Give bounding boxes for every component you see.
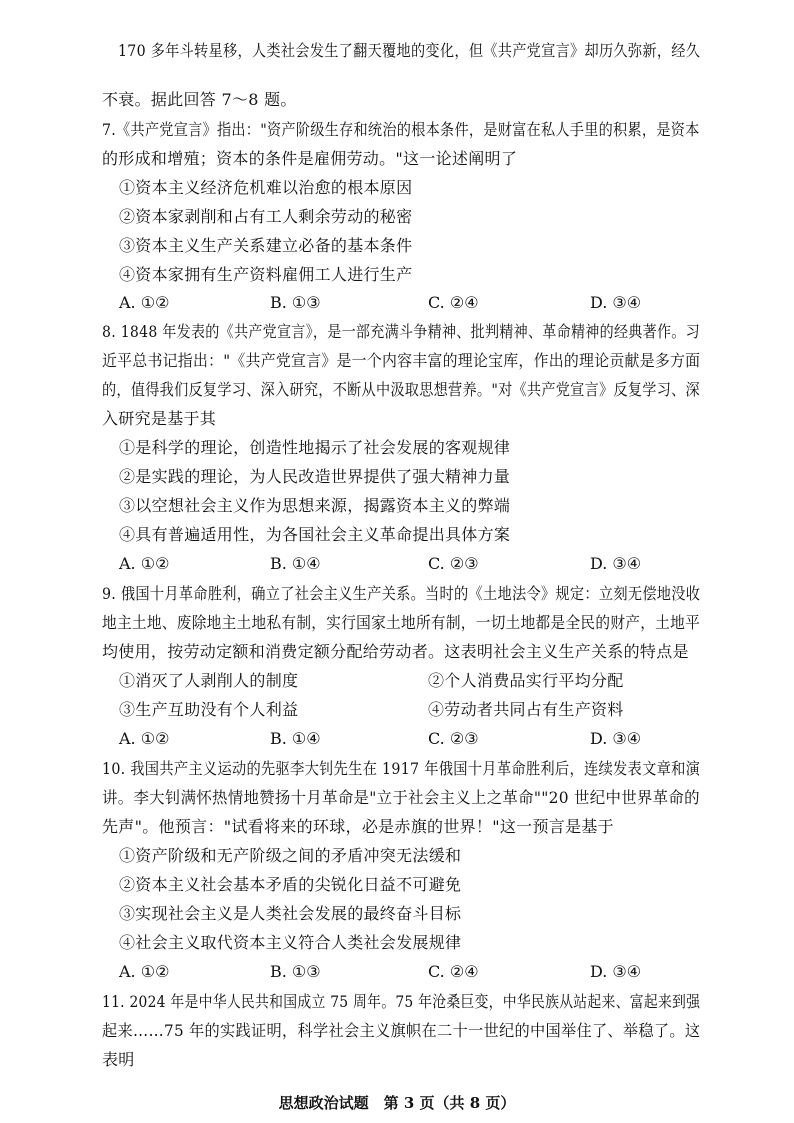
q10-option-c: C. ②④ bbox=[428, 962, 479, 981]
q7-stem-line-1: 7.《共产党宣言》指出："资产阶级生存和统治的根本条件，是财富在私人手里的积累，是资本 bbox=[102, 120, 700, 139]
q10-option-b: B. ①③ bbox=[270, 962, 321, 981]
intro-line-2: 不衰。据此回答 7～8 题。 bbox=[102, 90, 297, 109]
page-footer: 思想政治试题 第 3 页（共 8 页） bbox=[278, 1094, 516, 1112]
q9-statement-1: ①消灭了人剥削人的制度 bbox=[119, 671, 299, 690]
q9-statement-3: ③生产互助没有个人利益 bbox=[119, 700, 299, 719]
q10-stem-line-2: 讲。李大钊满怀热情地赞扬十月革命是"立于社会主义上之革命""20 世纪中世界革命的 bbox=[102, 788, 700, 807]
q9-stem-line-1: 9. 俄国十月革命胜利，确立了社会主义生产关系。当时的《土地法令》规定：立刻无偿地没收 bbox=[102, 584, 701, 603]
q8-stem-line-4: 入研究是基于其 bbox=[102, 409, 217, 428]
q10-statement-3: ③实现社会主义是人类社会发展的最终奋斗目标 bbox=[119, 904, 462, 923]
q7-statement-3: ③资本主义生产关系建立必备的基本条件 bbox=[119, 236, 413, 255]
q7-stem-line-2: 的形成和增殖；资本的条件是雇佣劳动。"这一论述阐明了 bbox=[102, 149, 518, 168]
q8-option-a: A. ①② bbox=[119, 554, 170, 573]
q8-statement-2: ②是实践的理论，为人民改造世界提供了强大精神力量 bbox=[119, 467, 511, 486]
q10-option-d: D. ③④ bbox=[590, 962, 642, 981]
q10-statement-2: ②资本主义社会基本矛盾的尖锐化日益不可避免 bbox=[119, 875, 462, 894]
q7-option-d: D. ③④ bbox=[590, 293, 642, 312]
q8-option-c: C. ②③ bbox=[428, 554, 479, 573]
q7-option-a: A. ①② bbox=[119, 293, 170, 312]
q7-option-c: C. ②④ bbox=[428, 293, 479, 312]
q10-statement-1: ①资产阶级和无产阶级之间的矛盾冲突无法缓和 bbox=[119, 846, 462, 865]
q8-stem-line-1: 8. 1848 年发表的《共产党宣言》，是一部充满斗争精神、批判精神、革命精神的经典著作。习 bbox=[102, 322, 700, 341]
q9-stem-line-3: 均使用，按劳动定额和消费定额分配给劳动者。这表明社会主义生产关系的特点是 bbox=[102, 642, 689, 661]
q8-statement-1: ①是科学的理论，创造性地揭示了社会发展的客观规律 bbox=[119, 438, 511, 457]
q11-stem-line-1: 11. 2024 年是中华人民共和国成立 75 周年。75 年沧桑巨变，中华民族从站起来、富起来到强 bbox=[102, 992, 701, 1011]
q8-stem-line-2: 近平总书记指出："《共产党宣言》是一个内容丰富的理论宝库，作出的理论贡献是多方面 bbox=[102, 351, 701, 370]
q7-statement-2: ②资本家剥削和占有工人剩余劳动的秘密 bbox=[119, 207, 413, 226]
q10-stem-line-1: 10. 我国共产主义运动的先驱李大钊先生在 1917 年俄国十月革命胜利后，连续发表文章和演 bbox=[102, 759, 701, 778]
q10-stem-line-3: 先声"。他预言："试看将来的环球，必是赤旗的世界！"这一预言是基于 bbox=[102, 817, 614, 836]
intro-line-1: 170 多年斗转星移，人类社会发生了翻天覆地的变化，但《共产党宣言》却历久弥新，经久 bbox=[118, 41, 701, 60]
q8-option-b: B. ①④ bbox=[270, 554, 321, 573]
q8-statement-4: ④具有普遍适用性，为各国社会主义革命提出具体方案 bbox=[119, 525, 511, 544]
q10-statement-4: ④社会主义取代资本主义符合人类社会发展规律 bbox=[119, 933, 462, 952]
q8-stem-line-3: 的，值得我们反复学习、深入研究，不断从中汲取思想营养。"对《共产党宣言》反复学习、深 bbox=[102, 380, 700, 399]
q7-statement-1: ①资本主义经济危机难以治愈的根本原因 bbox=[119, 178, 413, 197]
q11-stem-line-2: 起来……75 年的实践证明，科学社会主义旗帜在二十一世纪的中国举住了、举稳了。这 bbox=[102, 1021, 701, 1040]
q9-option-a: A. ①② bbox=[119, 729, 170, 748]
q8-statement-3: ③以空想社会主义作为思想来源，揭露资本主义的弊端 bbox=[119, 496, 511, 515]
q9-option-d: D. ③④ bbox=[590, 729, 642, 748]
q7-option-b: B. ①③ bbox=[270, 293, 321, 312]
q9-option-c: C. ②③ bbox=[428, 729, 479, 748]
q11-stem-line-3: 表明 bbox=[102, 1050, 135, 1069]
q9-statement-2: ②个人消费品实行平均分配 bbox=[428, 671, 624, 690]
q10-option-a: A. ①② bbox=[119, 962, 170, 981]
q8-option-d: D. ③④ bbox=[590, 554, 642, 573]
q9-statement-4: ④劳动者共同占有生产资料 bbox=[428, 700, 624, 719]
q9-stem-line-2: 地主土地、废除地主土地私有制，实行国家土地所有制，一切土地都是全民的财产，土地平 bbox=[102, 613, 701, 632]
q7-statement-4: ④资本家拥有生产资料雇佣工人进行生产 bbox=[119, 265, 413, 284]
q9-option-b: B. ①④ bbox=[270, 729, 321, 748]
